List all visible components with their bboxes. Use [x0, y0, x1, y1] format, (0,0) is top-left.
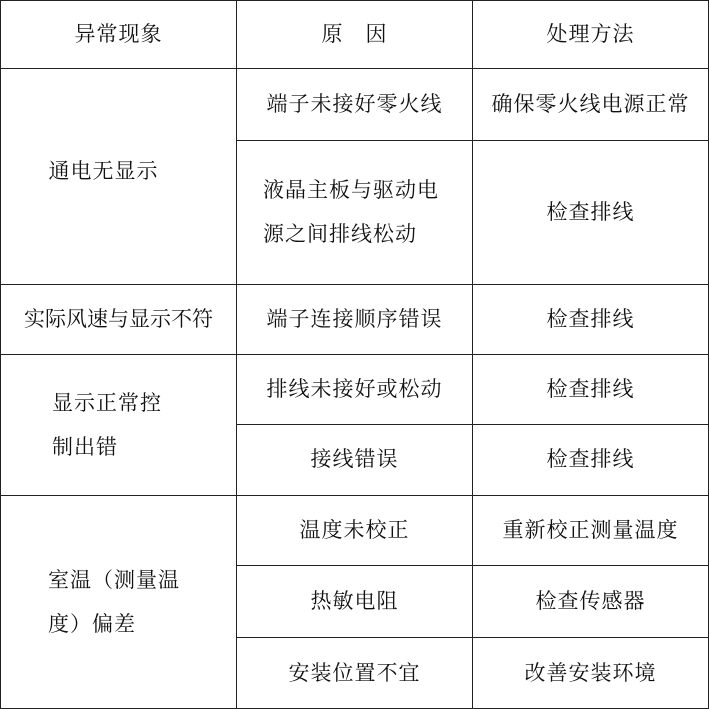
- cause-terminal-order-wrong: 端子连接顺序错误: [266, 306, 443, 331]
- grid-line-h-group2: [0, 354, 709, 355]
- cause-wiring-not-connected: 端子未接好零火线: [266, 91, 443, 116]
- method-check-ribbon-3: 检查排线: [546, 376, 635, 401]
- method-check-ribbon-1: 检查排线: [546, 199, 635, 224]
- cause-bad-install-location: 安装位置不宜: [288, 660, 421, 685]
- phenomenon-temp-deviation: [0, 495, 237, 709]
- grid-line-h-sub4: [236, 637, 709, 638]
- cause-ribbon-not-secured: 排线未接好或松动: [266, 376, 443, 401]
- cause-ribbon-loose: [237, 140, 472, 284]
- method-recalibrate-temp: 重新校正测量温度: [502, 517, 679, 542]
- method-check-ribbon-2: 检查排线: [546, 306, 635, 331]
- grid-line-h-group1: [0, 284, 709, 285]
- cause-wiring-error: 接线错误: [310, 447, 399, 471]
- method-check-sensor: 检查传感器: [535, 588, 646, 613]
- phenomenon-fan-speed-mismatch: 实际风速与显示不符: [24, 306, 213, 331]
- cause-ribbon-loose-line2: 源之间排线松动: [263, 222, 417, 246]
- phenomenon-control-error-line2: 制出错: [52, 434, 118, 459]
- phenomenon-temp-deviation-line1: 室温（测量温: [48, 568, 180, 592]
- grid-line-h-top: [0, 0, 709, 1]
- cause-temp-not-calibrated: 温度未校正: [299, 517, 410, 542]
- grid-line-h-sub3: [236, 565, 709, 566]
- grid-line-h-sub2: [236, 424, 709, 425]
- method-ensure-power: 确保零火线电源正常: [491, 91, 690, 116]
- header-cause: 原 因: [321, 21, 388, 46]
- phenomenon-no-display: 通电无显示: [48, 158, 159, 183]
- cause-thermistor: 热敏电阻: [310, 588, 399, 613]
- method-improve-environment: 改善安装环境: [524, 660, 657, 685]
- header-phenomenon: 异常现象: [74, 21, 163, 46]
- phenomenon-control-error-line1: 显示正常控: [52, 390, 162, 415]
- phenomenon-temp-deviation-line2: 度）偏差: [48, 612, 136, 636]
- grid-line-h-sub1: [236, 140, 709, 141]
- grid-line-h-group3: [0, 495, 709, 496]
- method-check-ribbon-4: 检查排线: [546, 447, 635, 471]
- cause-ribbon-loose-line1: 液晶主板与驱动电: [263, 178, 439, 202]
- grid-line-h-header: [0, 68, 709, 69]
- header-method: 处理方法: [546, 21, 635, 46]
- phenomenon-control-error: [0, 354, 237, 495]
